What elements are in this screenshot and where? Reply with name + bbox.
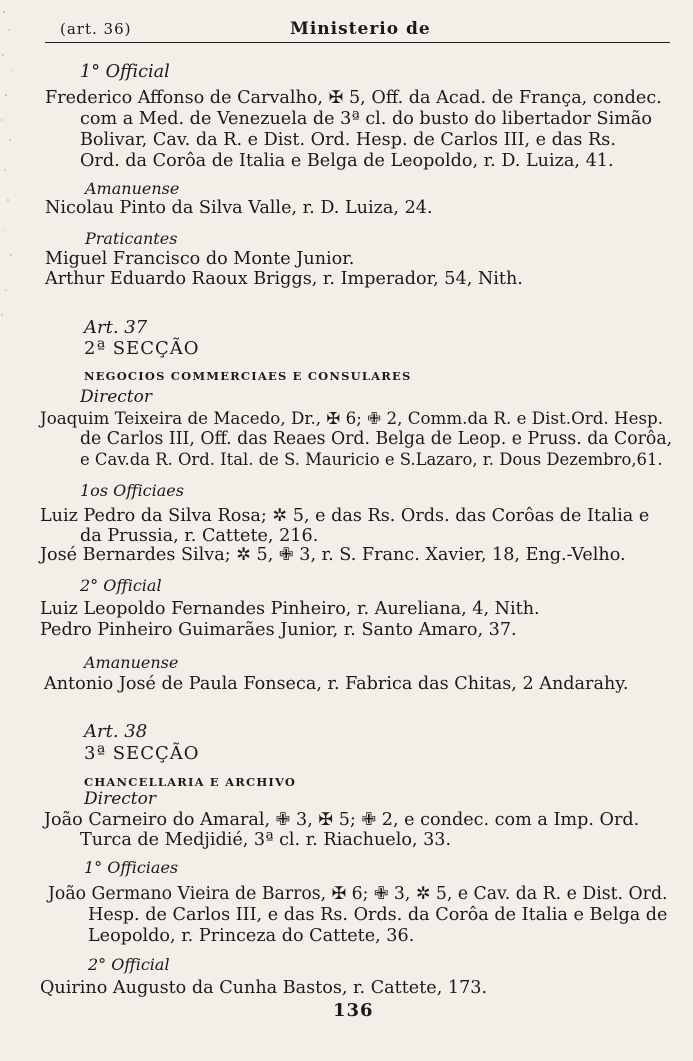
- entry-line: José Bernardes Silva; ✲ 5, ✙ 3, r. S. Franc. Xavier, 18, Eng.-Velho.: [40, 545, 626, 565]
- subheading-director: Director: [84, 789, 156, 809]
- header-article-reference: (art. 36): [60, 20, 132, 38]
- entry-line: Miguel Francisco do Monte Junior.: [45, 249, 355, 269]
- subheading-first-official: 1° Official: [80, 62, 170, 82]
- subheading-second-official: 2° Official: [80, 576, 162, 595]
- entry-line: Hesp. de Carlos III, e das Rs. Ords. da Corôa de Italia e Belga de: [88, 905, 668, 925]
- page-number: 136: [333, 1000, 374, 1021]
- entry-line: João Carneiro do Amaral, ✙ 3, ✠ 5; ✙ 2, e condec. com a Imp. Ord.: [44, 810, 640, 830]
- entry-line: Antonio José de Paula Fonseca, r. Fabrica das Chitas, 2 Andarahy.: [44, 674, 629, 694]
- subheading-first-officiaes: 1os Officiaes: [80, 481, 184, 500]
- section-subtitle: NEGOCIOS COMMERCIAES E CONSULARES: [84, 369, 412, 383]
- entry-line: Leopoldo, r. Princeza do Cattete, 36.: [88, 926, 415, 946]
- section-heading-2: 2ª SECÇÃO: [84, 338, 200, 359]
- subheading-amanuense: Amanuense: [85, 179, 180, 198]
- entry-line: Turca de Medjidié, 3ª cl. r. Riachuelo, 33.: [80, 830, 452, 850]
- subheading-amanuense: Amanuense: [84, 653, 179, 672]
- entry-line: Bolivar, Cav. da R. e Dist. Ord. Hesp. de Carlos III, e das Rs.: [80, 130, 616, 150]
- subheading-second-official: 2° Official: [88, 955, 170, 974]
- entry-line: João Germano Vieira de Barros, ✠ 6; ✙ 3, ✲ 5, e Cav. da R. e Dist. Ord.: [48, 884, 668, 904]
- entry-line: Frederico Affonso de Carvalho, ✠ 5, Off. da Acad. de França, condec.: [45, 88, 662, 108]
- subheading-praticantes: Praticantes: [85, 229, 178, 248]
- entry-line: da Prussia, r. Cattete, 216.: [80, 526, 319, 546]
- entry-line: de Carlos III, Off. das Reaes Ord. Belga de Leop. e Pruss. da Corôa,: [80, 429, 673, 449]
- entry-line: Joaquim Teixeira de Macedo, Dr., ✠ 6; ✙ 2, Comm.da R. e Dist.Ord. Hesp.: [40, 408, 663, 428]
- entry-line: Luiz Leopoldo Fernandes Pinheiro, r. Aureliana, 4, Nith.: [40, 599, 540, 619]
- entry-line: Luiz Pedro da Silva Rosa; ✲ 5, e das Rs. Ords. das Corôas de Italia e: [40, 506, 650, 526]
- section-subtitle: CHANCELLARIA E ARCHIVO: [84, 775, 297, 789]
- page-title: Ministerio de: [290, 19, 431, 39]
- entry-line: com a Med. de Venezuela de 3ª cl. do busto do libertador Simão: [80, 109, 652, 129]
- entry-line: e Cav.da R. Ord. Ital. de S. Mauricio e S.Lazaro, r. Dous Dezembro,61.: [80, 450, 663, 469]
- header-rule: [45, 42, 670, 43]
- article-heading-37: Art. 37: [84, 317, 148, 338]
- entry-line: Nicolau Pinto da Silva Valle, r. D. Luiza, 24.: [45, 198, 433, 218]
- subheading-director: Director: [80, 387, 152, 407]
- subheading-first-officiaes: 1° Officiaes: [84, 858, 179, 877]
- section-heading-3: 3ª SECÇÃO: [84, 743, 200, 764]
- entry-line: Pedro Pinheiro Guimarães Junior, r. Santo Amaro, 37.: [40, 620, 517, 640]
- article-heading-38: Art. 38: [84, 721, 148, 742]
- entry-line: Quirino Augusto da Cunha Bastos, r. Cattete, 173.: [40, 978, 488, 998]
- entry-line: Arthur Eduardo Raoux Briggs, r. Imperador, 54, Nith.: [45, 269, 523, 289]
- entry-line: Ord. da Corôa de Italia e Belga de Leopoldo, r. D. Luiza, 41.: [80, 151, 614, 171]
- margin-specks-decoration: [0, 0, 18, 330]
